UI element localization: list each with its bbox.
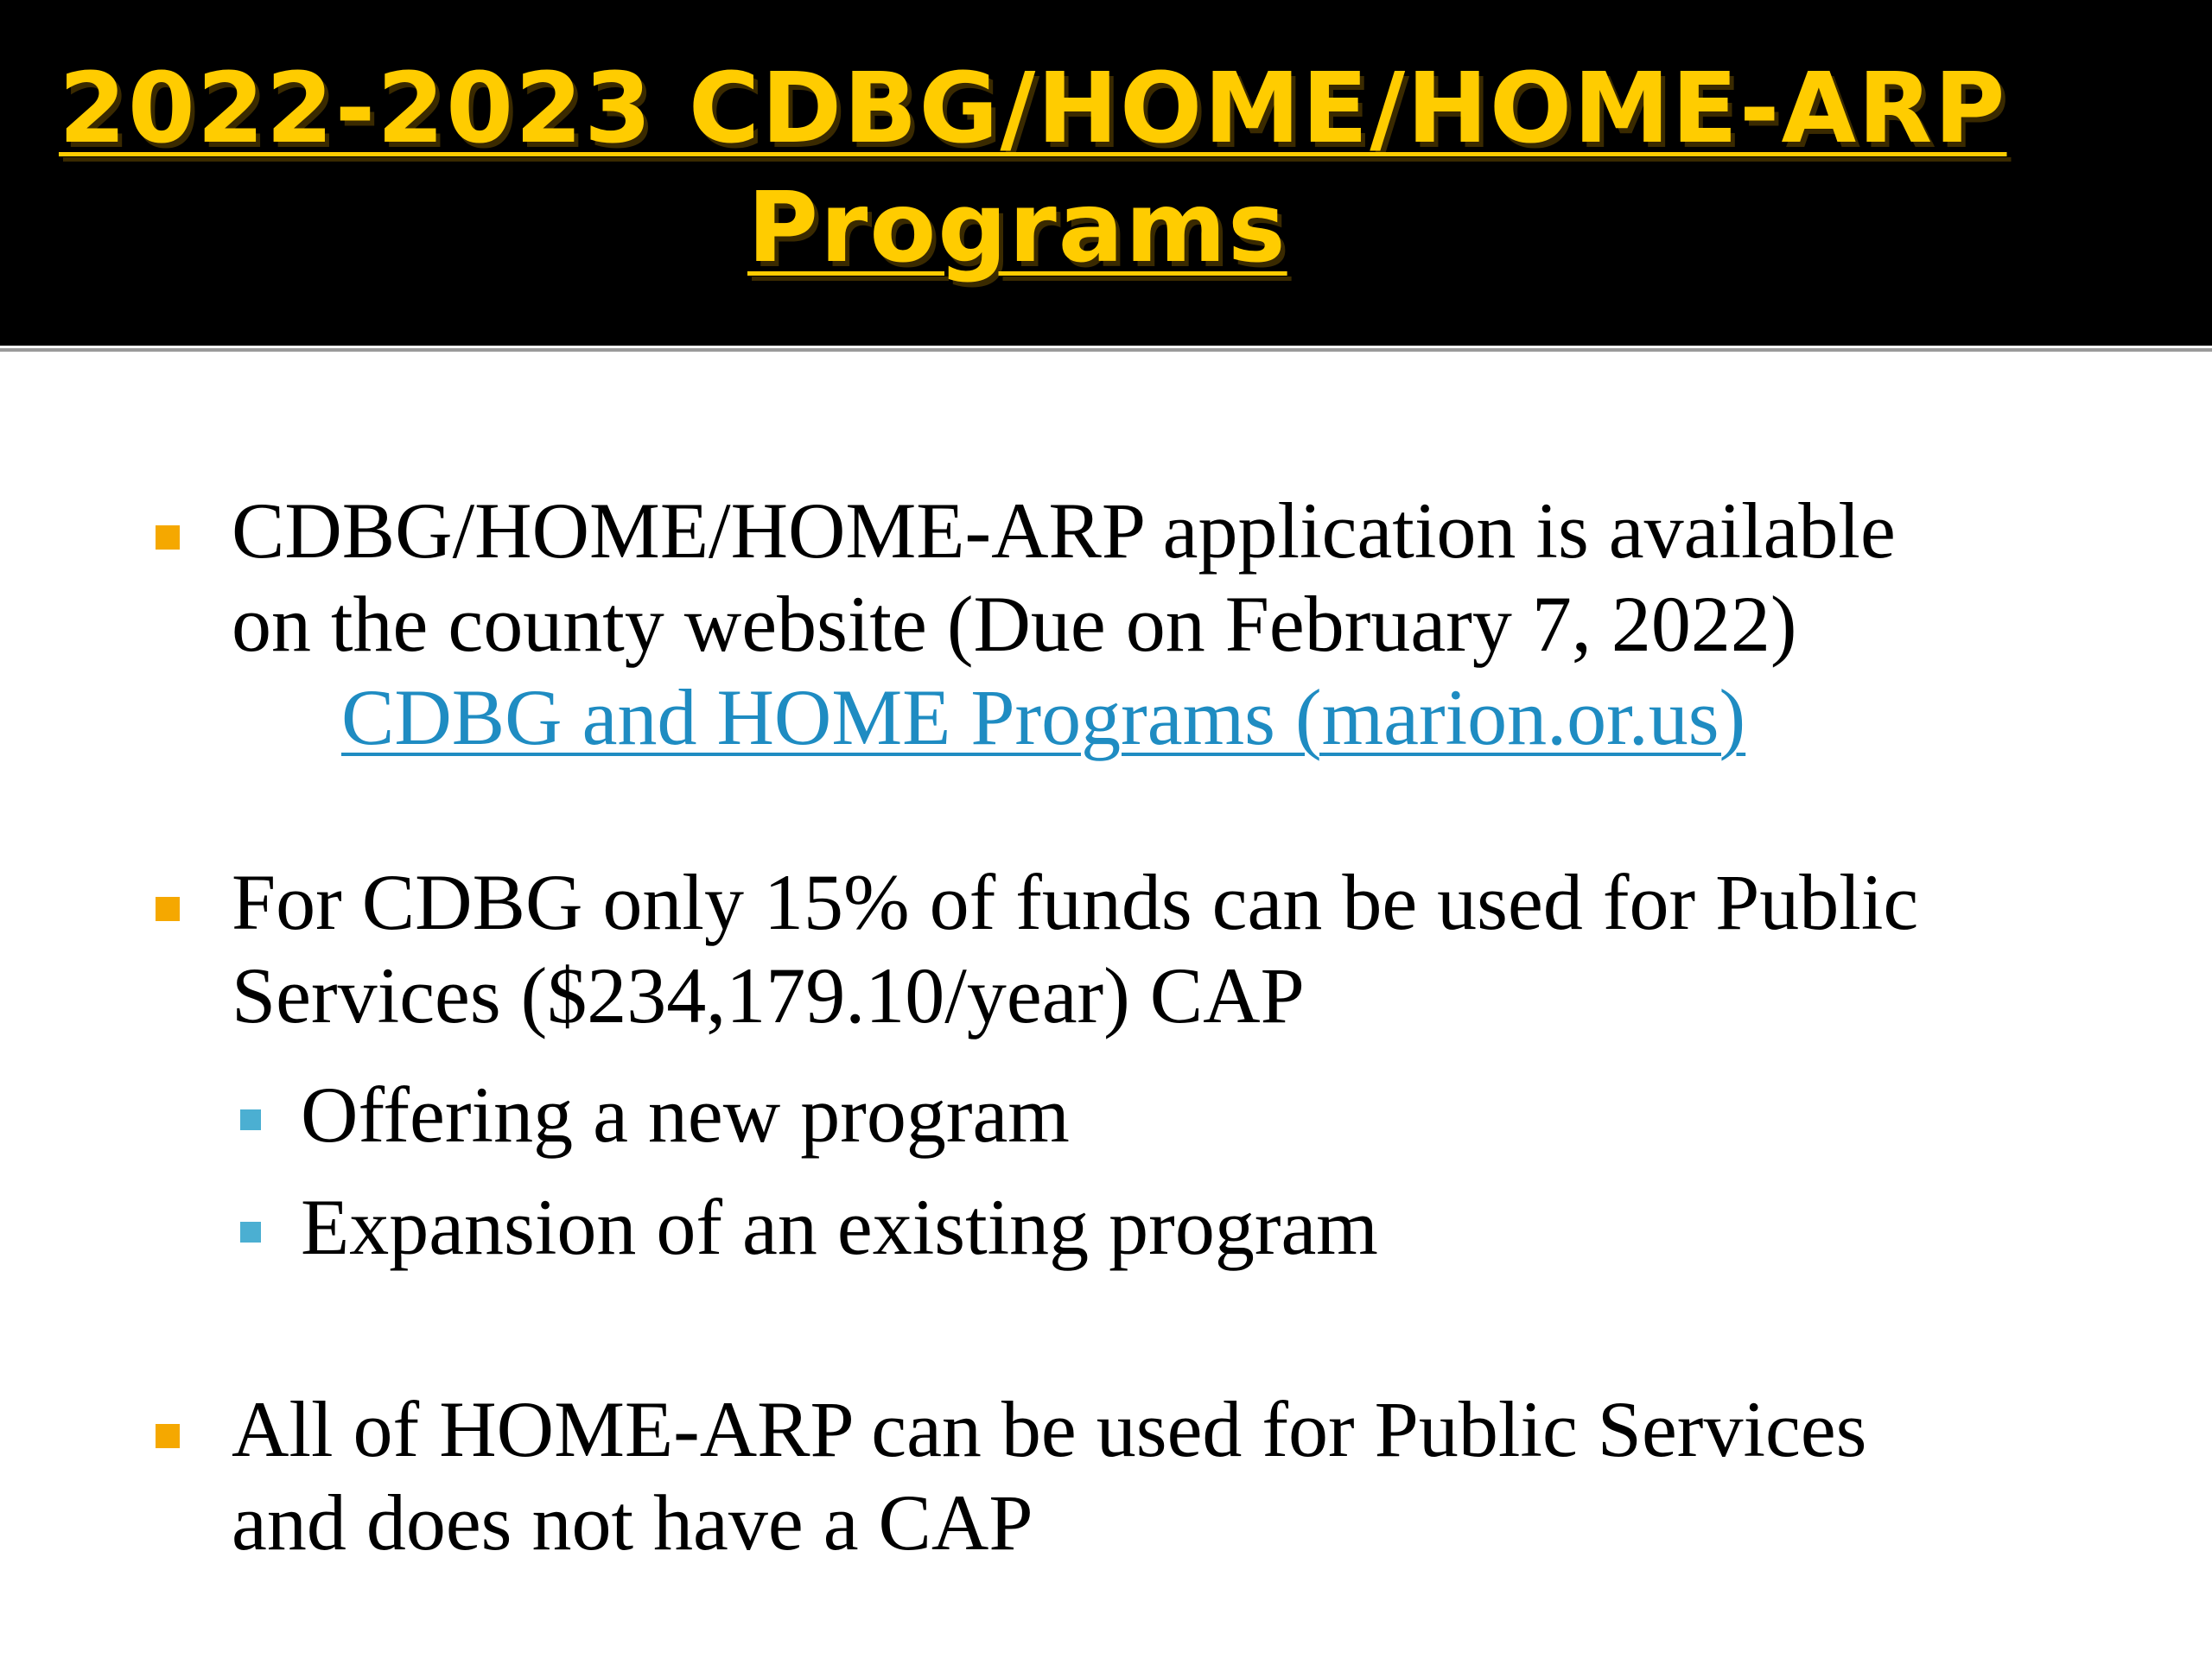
sub-bullet-item: [240, 1180, 2055, 1275]
square-bullet-icon: [156, 897, 180, 921]
square-bullet-icon: [156, 525, 180, 550]
sub-bullet-text: Offering a new program: [301, 1071, 1070, 1159]
bullet-item-cdbg-cap: [156, 855, 2143, 1054]
bullet-text-line-1: CDBG/HOME/HOME-ARP application is available: [232, 486, 1896, 575]
sub-bullet-text: Expansion of an existing program: [301, 1183, 1378, 1271]
bullet-text-line-1: All of HOME-ARP can be used for Public Services: [232, 1385, 1867, 1473]
bullet-text-line-2: Services ($234,179.10/year) CAP: [232, 951, 1305, 1039]
slide-title-line-1: 2022-2023 CDBG/HOME/HOME-ARP: [59, 53, 2007, 165]
bullet-item-home-arp: [156, 1382, 2143, 1581]
square-bullet-icon: [156, 1424, 180, 1448]
bullet-text-line-2: on the county website (Due on February 7, 2022): [232, 580, 1797, 668]
bullet-text-line-2: and does not have a CAP: [232, 1478, 1033, 1567]
sub-bullet-item: [240, 1068, 2055, 1163]
bullet-text-line-1: For CDBG only 15% of funds can be used for Public: [232, 858, 1919, 946]
cdbg-home-programs-link[interactable]: CDBG and HOME Programs (marion.or.us): [341, 673, 1746, 761]
square-sub-bullet-icon: [240, 1222, 261, 1243]
slide-title-line-2: Programs: [747, 172, 1287, 284]
square-sub-bullet-icon: [240, 1109, 261, 1130]
